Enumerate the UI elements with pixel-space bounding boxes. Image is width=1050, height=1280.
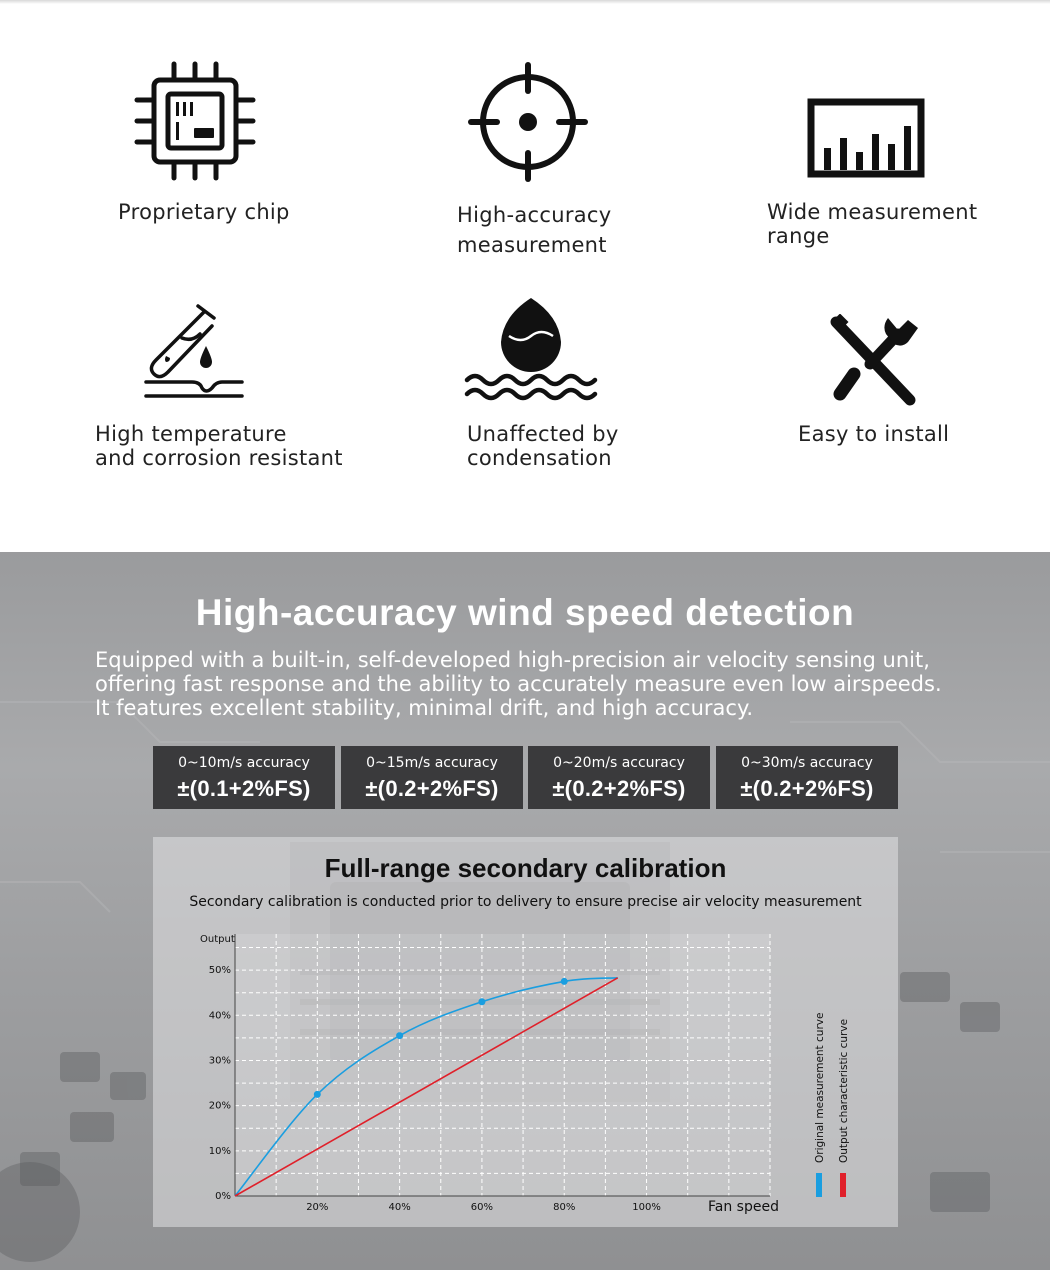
accuracy-badges <box>153 746 898 809</box>
x-tick-label: 80% <box>553 1202 576 1213</box>
x-tick-label: 20% <box>306 1202 329 1213</box>
legend-label: Original measurement curve <box>814 1012 826 1163</box>
chip-icon <box>132 60 258 184</box>
feature-label-temperature: High temperature and corrosion resistant <box>95 422 343 470</box>
y-tick-label: 0% <box>215 1191 231 1202</box>
accuracy-badge: 0~15m/s accuracy ±(0.2+2%FS) <box>341 746 523 809</box>
x-tick-label: 60% <box>470 1202 494 1213</box>
feature-label-accuracy: High-accuracy measurement <box>457 203 612 257</box>
accuracy-badge: 0~30m/s accuracy ±(0.2+2%FS) <box>716 746 898 809</box>
x-tick-label: 40% <box>388 1202 411 1213</box>
feature-label-chip: Proprietary chip <box>118 200 290 224</box>
accuracy-description: Equipped with a built-in, self-developed high-precision air velocity sensing unit, offering fast response and the ability to accurately measure even low airspeeds. It features excellent stability, minimal drift, and high accuracy. <box>95 648 942 720</box>
y-tick-label: 10% <box>208 1145 231 1157</box>
plot-area <box>235 934 770 1196</box>
y-axis-title: Output <box>200 934 235 945</box>
y-tick-label: 40% <box>208 1010 231 1022</box>
calibration-subtitle: Secondary calibration is conducted prior to delivery to ensure precise air velocity measurement <box>189 894 862 910</box>
test-tube-icon <box>142 302 246 400</box>
x-axis-title: Fan speed <box>708 1199 779 1215</box>
legend-swatch <box>840 1173 846 1197</box>
legend-swatch <box>816 1173 822 1197</box>
calibration-panel <box>153 837 898 1227</box>
calibration-chart <box>153 837 898 1227</box>
bar-chart-icon <box>807 98 925 178</box>
data-point <box>478 998 485 1005</box>
feature-label-range: Wide measurement range <box>767 200 978 248</box>
accuracy-badge: 0~10m/s accuracy ±(0.1+2%FS) <box>153 746 335 809</box>
data-point <box>396 1032 403 1039</box>
y-tick-label: 50% <box>208 965 231 977</box>
calibration-title: Full-range secondary calibration <box>324 853 727 883</box>
x-tick-label: 100% <box>632 1202 661 1213</box>
tools-icon <box>824 314 922 410</box>
feature-label-condensation: Unaffected by condensation <box>467 422 619 470</box>
accuracy-title: High-accuracy wind speed detection <box>195 592 855 633</box>
accuracy-section <box>0 552 1050 1270</box>
features-section <box>0 0 1050 552</box>
data-point <box>314 1091 321 1098</box>
accuracy-badge: 0~20m/s accuracy ±(0.2+2%FS) <box>528 746 710 809</box>
data-point <box>561 978 568 985</box>
water-drop-icon <box>463 292 599 404</box>
y-tick-label: 20% <box>208 1100 231 1112</box>
legend-label: Output characteristic curve <box>838 1018 850 1163</box>
crosshair-icon <box>467 61 589 183</box>
y-tick-label: 30% <box>208 1055 231 1067</box>
feature-label-install: Easy to install <box>798 422 950 446</box>
